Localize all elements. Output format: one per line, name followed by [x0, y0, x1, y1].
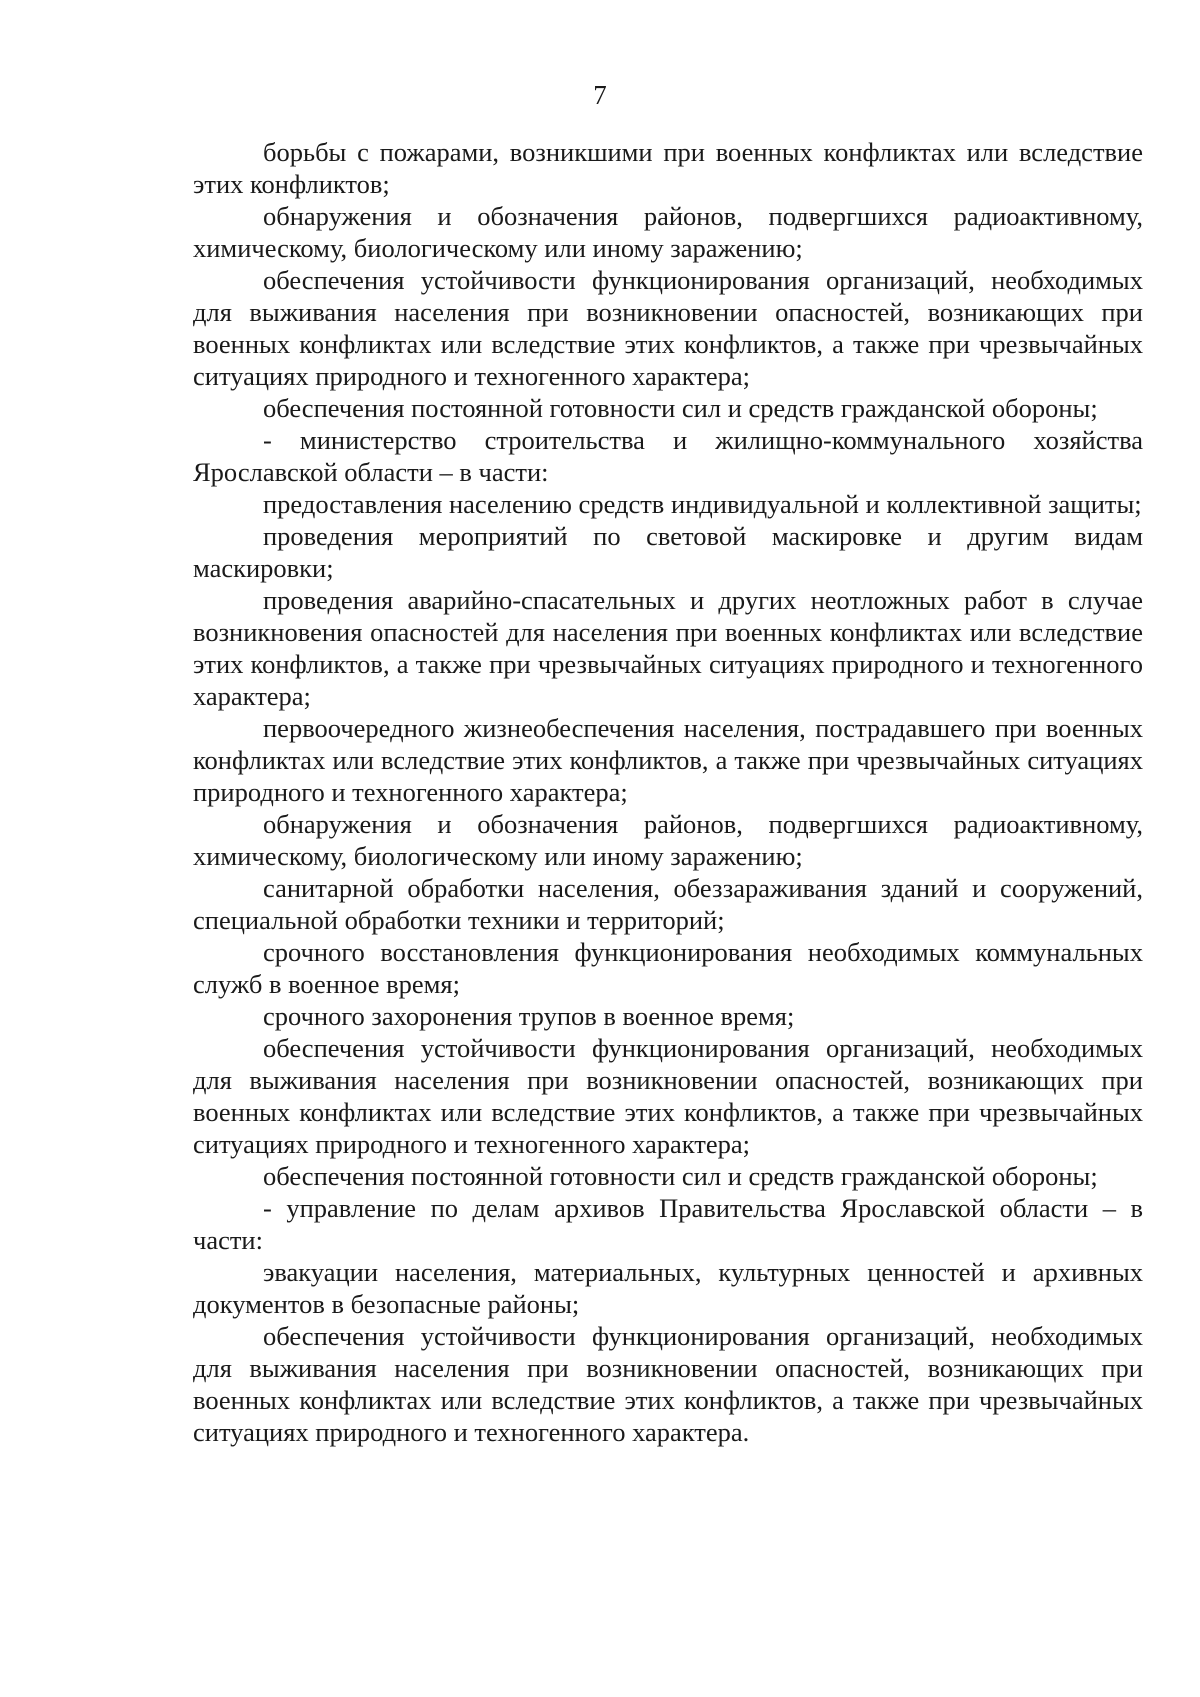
- paragraph: обнаружения и обозначения районов, подвергшихся радиоактивному, химическому, биологическому или иному заражению;: [193, 201, 1143, 263]
- document-body: [193, 136, 1143, 1448]
- paragraph: предоставления населению средств индивидуальной и коллективной защиты;: [263, 489, 1142, 519]
- paragraph: обнаружения и обозначения районов, подвергшихся радиоактивному, химическому, биологическому или иному заражению;: [193, 809, 1143, 871]
- paragraph: эвакуации населения, материальных, культурных ценностей и архивных документов в безопасные районы;: [193, 1257, 1143, 1319]
- paragraph: - министерство строительства и жилищно-коммунального хозяйства Ярославской области – в части:: [193, 425, 1143, 487]
- paragraph: проведения мероприятий по световой маскировке и другим видам маскировки;: [193, 521, 1143, 583]
- paragraph: обеспечения устойчивости функционирования организаций, необходимых для выживания населения при возникновении опасностей, возникающих при военных конфликтах или вследствие этих конфликтов, а также при чрезвычайных ситуациях природного и техногенного характера.: [193, 1321, 1143, 1447]
- paragraph: обеспечения постоянной готовности сил и средств гражданской обороны;: [263, 1161, 1098, 1191]
- paragraph: санитарной обработки населения, обеззараживания зданий и сооружений, специальной обработки техники и территорий;: [193, 873, 1143, 935]
- paragraph: обеспечения устойчивости функционирования организаций, необходимых для выживания населения при возникновении опасностей, возникающих при военных конфликтах или вследствие этих конфликтов, а также при чрезвычайных ситуациях природного и техногенного характера;: [193, 265, 1143, 391]
- paragraph: - управление по делам архивов Правительства Ярославской области – в части:: [193, 1193, 1143, 1255]
- page-number: 7: [593, 80, 607, 110]
- paragraph: срочного восстановления функционирования необходимых коммунальных служб в военное время;: [193, 937, 1143, 999]
- paragraph: срочного захоронения трупов в военное время;: [263, 1001, 795, 1031]
- paragraph: обеспечения устойчивости функционирования организаций, необходимых для выживания населения при возникновении опасностей, возникающих при военных конфликтах или вследствие этих конфликтов, а также при чрезвычайных ситуациях природного и техногенного характера;: [193, 1033, 1143, 1159]
- paragraph: первоочередного жизнеобеспечения населения, пострадавшего при военных конфликтах или вследствие этих конфликтов, а также при чрезвычайных ситуациях природного и техногенного характера;: [193, 713, 1143, 807]
- paragraph: обеспечения постоянной готовности сил и средств гражданской обороны;: [263, 393, 1098, 423]
- paragraph: проведения аварийно-спасательных и других неотложных работ в случае возникновения опасностей для населения при военных конфликтах или вследствие этих конфликтов, а также при чрезвычайных ситуациях природного и техногенного характера;: [193, 585, 1143, 711]
- paragraph: борьбы с пожарами, возникшими при военных конфликтах или вследствие этих конфликтов;: [193, 137, 1143, 199]
